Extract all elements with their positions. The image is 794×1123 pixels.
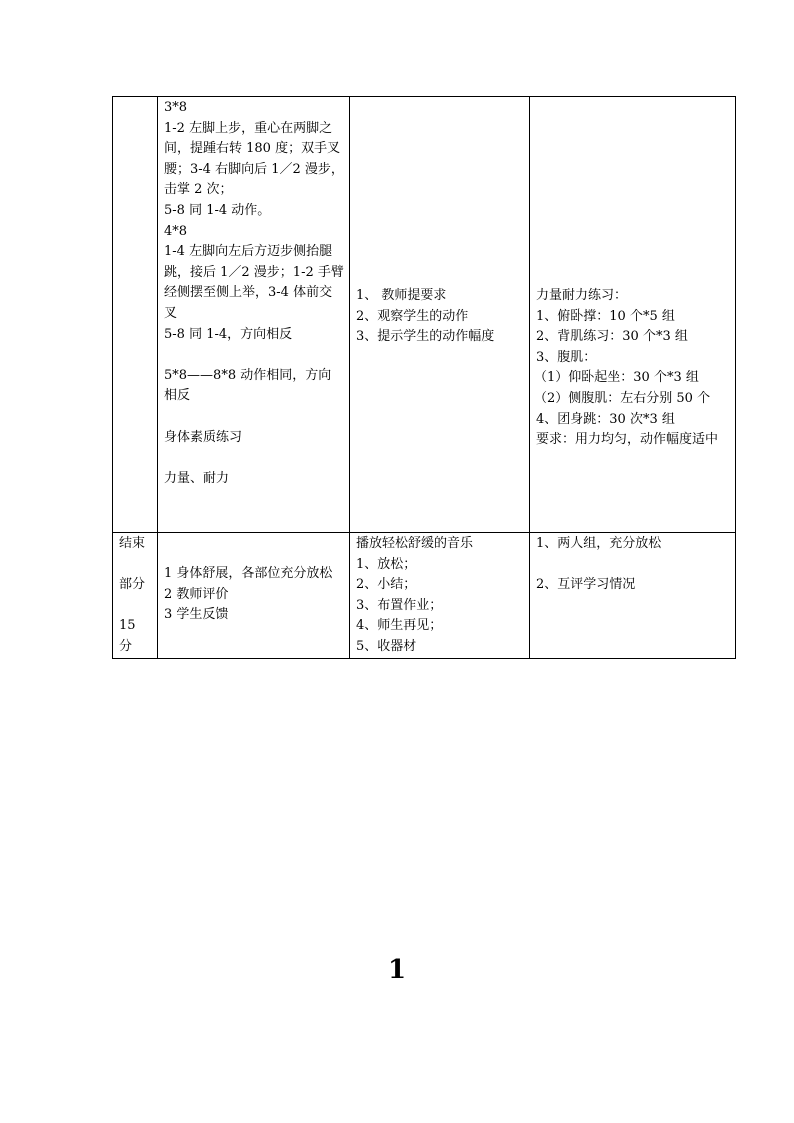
text-line: 5-8 同 1-4 动作。 xyxy=(164,202,271,218)
text-line: 1-2 左脚上步，重心在两脚之 xyxy=(164,120,333,136)
text-line: 经侧摆至侧上举，3-4 体前交 xyxy=(164,285,333,301)
text-line xyxy=(164,345,345,366)
text-line: 4、团身跳：30 次*3 组 xyxy=(536,411,675,427)
text-line: 腰；3-4 右脚向后 1／2 漫步， xyxy=(164,161,344,177)
end-content-lines xyxy=(158,533,349,626)
text-line: 部分 xyxy=(119,577,146,593)
cell-student-activity xyxy=(530,97,736,533)
teacher-lines xyxy=(350,97,529,348)
text-line: 1-4 左脚向左后方迈步侧抬腿 xyxy=(164,244,333,260)
cell-section-empty xyxy=(113,97,158,533)
text-line xyxy=(164,407,345,428)
text-line: 1、俯卧撑：10 个*5 组 xyxy=(536,308,675,324)
cell-section-label xyxy=(113,533,158,659)
text-line: 1、两人组，充分放松 xyxy=(536,536,662,551)
cell-teacher-activity xyxy=(350,97,530,533)
cell-end-content xyxy=(158,533,350,659)
text-line: 结束 xyxy=(119,536,146,551)
cell-end-student xyxy=(530,533,736,659)
lesson-plan-table xyxy=(112,96,736,659)
text-line xyxy=(119,596,153,617)
text-line: 3、腹肌： xyxy=(536,349,597,365)
text-line: 2、互评学习情况 xyxy=(536,577,636,593)
text-line: （2）侧腹肌：左右分别 50 个 xyxy=(534,390,711,406)
text-line: 1、 教师提要求 xyxy=(356,288,447,303)
end-teacher-lines xyxy=(350,533,529,658)
cell-movement-content xyxy=(158,97,350,533)
student-lines xyxy=(530,97,735,451)
text-line: 5-8 同 1-4，方向相反 xyxy=(164,326,293,342)
cell-end-teacher xyxy=(350,533,530,659)
text-line: 1、放松； xyxy=(356,556,417,572)
text-line: 4、师生再见； xyxy=(356,618,443,634)
end-student-lines xyxy=(530,533,735,596)
text-line: 5*8——8*8 动作相同，方向 xyxy=(164,367,332,383)
table-row-main xyxy=(113,97,736,533)
text-line: 播放轻松舒缓的音乐 xyxy=(356,536,474,551)
text-line: 4*8 xyxy=(164,223,188,239)
text-line: 力量、耐力 xyxy=(164,470,230,486)
text-line xyxy=(164,448,345,469)
text-line: （1）仰卧起坐：30 个*3 组 xyxy=(534,370,699,386)
text-line: 2 教师评价 xyxy=(164,586,229,602)
text-line: 5、收器材 xyxy=(356,638,417,654)
text-line: 击掌 2 次； xyxy=(164,182,233,198)
text-line: 1 身体舒展，各部位充分放松 xyxy=(164,566,333,581)
text-line: 身体素质练习 xyxy=(164,429,243,445)
page-number: 1 xyxy=(387,955,407,985)
text-line xyxy=(119,555,153,576)
text-line: 力量耐力练习： xyxy=(536,288,628,303)
text-line: 3、提示学生的动作幅度 xyxy=(356,329,495,345)
text-line: 跳，接后 1／2 漫步；1-2 手臂 xyxy=(164,264,344,280)
text-line: 间，提踵右转 180 度；双手叉 xyxy=(164,141,341,157)
movement-lines xyxy=(158,97,349,489)
text-line: 2、小结； xyxy=(356,577,417,593)
text-line: 2、观察学生的动作 xyxy=(356,308,469,324)
text-line: 相反 xyxy=(164,388,191,404)
section-label-lines xyxy=(113,533,157,658)
text-line: 2、背肌练习：30 个*3 组 xyxy=(536,329,688,345)
text-line: 叉 xyxy=(164,305,178,321)
text-line: 3、布置作业； xyxy=(356,597,443,613)
text-line: 3 学生反馈 xyxy=(164,607,229,623)
text-line: 分 xyxy=(119,638,133,654)
text-line: 3*8 xyxy=(164,100,188,115)
text-line: 15 xyxy=(119,618,136,634)
text-line: 要求：用力均匀，动作幅度适中 xyxy=(536,432,719,448)
table-row-end xyxy=(113,533,736,659)
text-line xyxy=(536,555,731,576)
